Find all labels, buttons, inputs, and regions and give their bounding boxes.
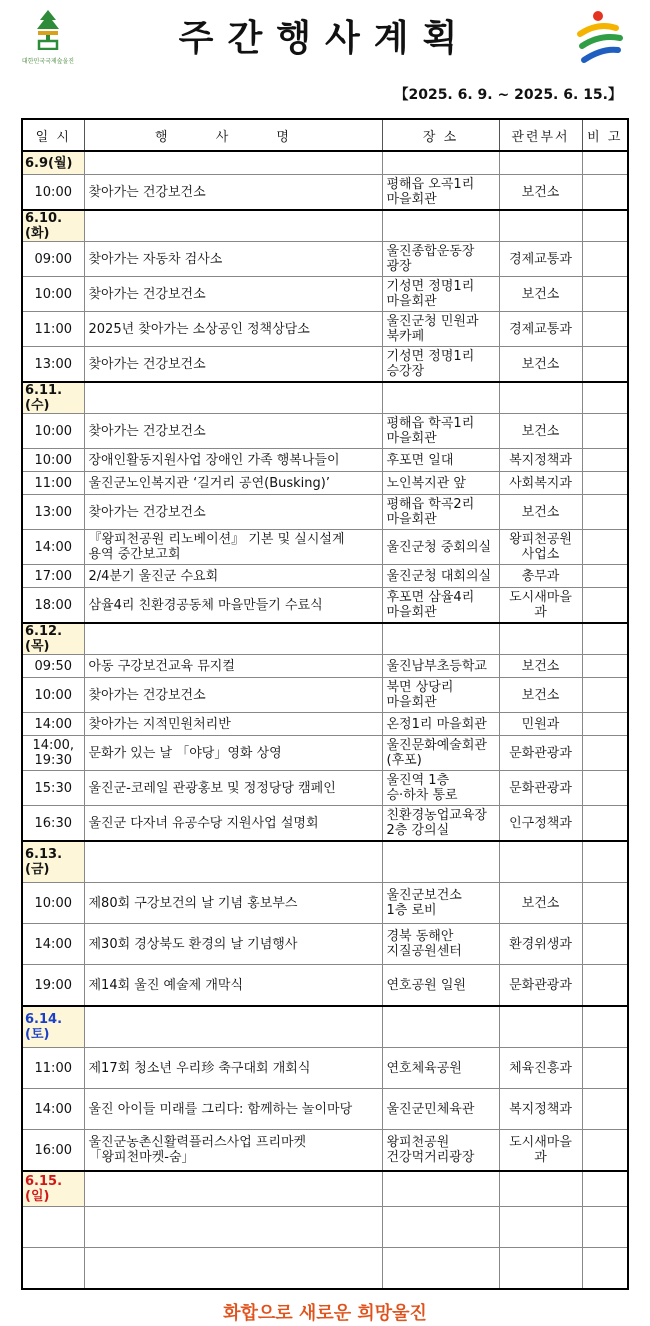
event-dept: 보건소 — [499, 883, 582, 924]
event-dept: 문화관광과 — [499, 771, 582, 806]
empty-cell — [84, 151, 382, 175]
date-row — [22, 1006, 628, 1048]
event-place: 북면 상당리 마을회관 — [382, 678, 499, 713]
event-note — [582, 1048, 628, 1089]
blank-row — [22, 1248, 628, 1290]
empty-cell — [582, 1171, 628, 1207]
event-name: 삼율4리 친환경공동체 마을만들기 수료식 — [84, 588, 382, 624]
empty-cell — [382, 1248, 499, 1290]
event-row — [22, 242, 628, 277]
event-dept: 복지정책과 — [499, 1089, 582, 1130]
event-row — [22, 771, 628, 806]
event-name: 찾아가는 건강보건소 — [84, 175, 382, 211]
event-name: 장애인활동지원사업 장애인 가족 행복나들이 — [84, 449, 382, 472]
empty-cell — [84, 210, 382, 242]
empty-cell — [582, 1006, 628, 1048]
event-time: 09:50 — [22, 655, 84, 678]
event-note — [582, 588, 628, 624]
empty-cell — [382, 151, 499, 175]
event-place: 노인복지관 앞 — [382, 472, 499, 495]
empty-cell — [582, 151, 628, 175]
event-row — [22, 472, 628, 495]
event-row — [22, 347, 628, 383]
county-logo — [18, 8, 78, 70]
event-time: 16:00 — [22, 1130, 84, 1172]
event-place: 왕피천공원 건강먹거리광장 — [382, 1130, 499, 1172]
event-row — [22, 965, 628, 1007]
empty-cell — [84, 1207, 382, 1248]
page-header — [0, 0, 650, 110]
empty-cell — [84, 623, 382, 655]
event-name: 울진군-코레일 관광홍보 및 정정당당 캠페인 — [84, 771, 382, 806]
event-dept: 보건소 — [499, 495, 582, 530]
event-row — [22, 175, 628, 211]
column-header-time: 일 시 — [22, 119, 84, 151]
empty-cell — [499, 382, 582, 414]
empty-cell — [582, 1248, 628, 1290]
empty-cell — [84, 1248, 382, 1290]
event-time: 10:00 — [22, 175, 84, 211]
schedule-body — [22, 151, 628, 1289]
event-place: 울진군민체육관 — [382, 1089, 499, 1130]
event-time: 10:00 — [22, 414, 84, 449]
event-name: 찾아가는 건강보건소 — [84, 414, 382, 449]
date-cell: 6.9(월) — [22, 151, 84, 175]
event-note — [582, 449, 628, 472]
event-note — [582, 771, 628, 806]
empty-cell — [22, 1248, 84, 1290]
event-place: 후포면 삼율4리 마을회관 — [382, 588, 499, 624]
event-note — [582, 530, 628, 565]
event-place: 기성면 정명1리 마을회관 — [382, 277, 499, 312]
event-name: 『왕피천공원 리노베이션』 기본 및 실시설계 용역 중간보고회 — [84, 530, 382, 565]
event-row — [22, 588, 628, 624]
event-row — [22, 678, 628, 713]
event-note — [582, 965, 628, 1007]
empty-cell — [382, 1171, 499, 1207]
event-time: 13:00 — [22, 495, 84, 530]
empty-cell — [499, 1248, 582, 1290]
event-place: 울진문화예술회관 (후포) — [382, 736, 499, 771]
date-cell: 6.10.(화) — [22, 210, 84, 242]
event-row — [22, 1048, 628, 1089]
event-place: 평해읍 학곡2리 마을회관 — [382, 495, 499, 530]
event-row — [22, 495, 628, 530]
event-note — [582, 175, 628, 211]
empty-cell — [582, 841, 628, 883]
empty-cell — [499, 1171, 582, 1207]
date-row — [22, 623, 628, 655]
event-place: 울진군청 대회의실 — [382, 565, 499, 588]
empty-cell — [499, 1207, 582, 1248]
tree-logo-icon — [34, 10, 62, 50]
empty-cell — [582, 210, 628, 242]
event-name: 아동 구강보건교육 뮤지컬 — [84, 655, 382, 678]
event-note — [582, 472, 628, 495]
event-note — [582, 713, 628, 736]
event-row — [22, 530, 628, 565]
event-place: 울진종합운동장 광장 — [382, 242, 499, 277]
event-time: 18:00 — [22, 588, 84, 624]
schedule-period: 【2025. 6. 9. ~ 2025. 6. 15.】 — [394, 87, 622, 103]
event-note — [582, 565, 628, 588]
event-time: 11:00 — [22, 312, 84, 347]
event-dept: 총무과 — [499, 565, 582, 588]
event-note — [582, 655, 628, 678]
event-place: 울진남부초등학교 — [382, 655, 499, 678]
date-cell: 6.13.(금) — [22, 841, 84, 883]
event-time: 09:00 — [22, 242, 84, 277]
event-dept: 보건소 — [499, 277, 582, 312]
event-place: 온정1리 마을회관 — [382, 713, 499, 736]
empty-cell — [499, 841, 582, 883]
event-name: 울진 아이들 미래를 그리다: 함께하는 놀이마당 — [84, 1089, 382, 1130]
footer-slogan: 화합으로 새로운 희망울진 — [223, 1303, 427, 1324]
event-dept: 보건소 — [499, 678, 582, 713]
date-cell: 6.15.(일) — [22, 1171, 84, 1207]
event-time: 16:30 — [22, 806, 84, 842]
event-note — [582, 312, 628, 347]
date-row — [22, 151, 628, 175]
event-time: 10:00 — [22, 883, 84, 924]
event-place: 울진군보건소 1층 로비 — [382, 883, 499, 924]
event-place: 연호체육공원 — [382, 1048, 499, 1089]
event-name: 찾아가는 지적민원처리반 — [84, 713, 382, 736]
event-time: 15:30 — [22, 771, 84, 806]
event-row — [22, 736, 628, 771]
event-row — [22, 924, 628, 965]
event-row — [22, 655, 628, 678]
date-row — [22, 210, 628, 242]
event-name: 찾아가는 건강보건소 — [84, 678, 382, 713]
event-name: 찾아가는 건강보건소 — [84, 347, 382, 383]
empty-cell — [499, 1006, 582, 1048]
event-name: 제30회 경상북도 환경의 날 기념행사 — [84, 924, 382, 965]
empty-cell — [582, 382, 628, 414]
event-time: 11:00 — [22, 472, 84, 495]
event-row — [22, 449, 628, 472]
event-time: 14:00, 19:30 — [22, 736, 84, 771]
date-cell: 6.12.(목) — [22, 623, 84, 655]
event-dept: 보건소 — [499, 347, 582, 383]
event-name: 울진군노인복지관 ‘길거리 공연(Busking)’ — [84, 472, 382, 495]
event-name: 문화가 있는 날 「야당」영화 상영 — [84, 736, 382, 771]
event-dept: 보건소 — [499, 655, 582, 678]
event-time: 11:00 — [22, 1048, 84, 1089]
event-row — [22, 806, 628, 842]
event-note — [582, 277, 628, 312]
event-name: 제80회 구강보건의 날 기념 홍보부스 — [84, 883, 382, 924]
event-note — [582, 1130, 628, 1172]
empty-cell — [382, 210, 499, 242]
event-time: 13:00 — [22, 347, 84, 383]
column-header-event: 행 사 명 — [84, 119, 382, 151]
blank-row — [22, 1207, 628, 1248]
schedule-table — [21, 118, 629, 1290]
event-note — [582, 924, 628, 965]
event-row — [22, 414, 628, 449]
event-place: 울진군청 민원과 북카페 — [382, 312, 499, 347]
event-row — [22, 312, 628, 347]
column-header-place: 장 소 — [382, 119, 499, 151]
event-dept: 문화관광과 — [499, 736, 582, 771]
event-dept: 문화관광과 — [499, 965, 582, 1007]
event-dept: 왕피천공원 사업소 — [499, 530, 582, 565]
empty-cell — [382, 1207, 499, 1248]
event-name: 제17회 청소년 우리珍 축구대회 개회식 — [84, 1048, 382, 1089]
date-row — [22, 382, 628, 414]
event-note — [582, 1089, 628, 1130]
event-name: 울진군농촌신활력플러스사업 프리마켓 「왕피천마켓-숨」 — [84, 1130, 382, 1172]
empty-cell — [382, 1006, 499, 1048]
empty-cell — [499, 151, 582, 175]
event-dept: 인구정책과 — [499, 806, 582, 842]
event-place: 친환경농업교육장 2층 강의실 — [382, 806, 499, 842]
empty-cell — [84, 1171, 382, 1207]
event-row — [22, 883, 628, 924]
event-row — [22, 1089, 628, 1130]
event-name: 찾아가는 건강보건소 — [84, 277, 382, 312]
event-time: 19:00 — [22, 965, 84, 1007]
event-note — [582, 414, 628, 449]
empty-cell — [582, 1207, 628, 1248]
event-time: 10:00 — [22, 678, 84, 713]
event-name: 울진군 다자녀 유공수당 지원사업 설명회 — [84, 806, 382, 842]
event-dept: 보건소 — [499, 175, 582, 211]
event-time: 14:00 — [22, 924, 84, 965]
event-name: 제14회 울진 예술제 개막식 — [84, 965, 382, 1007]
event-dept: 도시새마을과 — [499, 588, 582, 624]
event-time: 17:00 — [22, 565, 84, 588]
event-row — [22, 1130, 628, 1172]
uljin-symbol-icon — [576, 10, 626, 66]
event-dept: 도시새마을과 — [499, 1130, 582, 1172]
event-note — [582, 883, 628, 924]
event-dept: 보건소 — [499, 414, 582, 449]
event-row — [22, 713, 628, 736]
event-note — [582, 736, 628, 771]
event-row — [22, 565, 628, 588]
event-place: 울진군청 중회의실 — [382, 530, 499, 565]
event-note — [582, 495, 628, 530]
event-time: 14:00 — [22, 1089, 84, 1130]
event-row — [22, 277, 628, 312]
event-name: 2/4분기 울진군 수요회 — [84, 565, 382, 588]
event-time: 14:00 — [22, 713, 84, 736]
empty-cell — [22, 1207, 84, 1248]
event-place: 평해읍 오곡1리 마을회관 — [382, 175, 499, 211]
empty-cell — [84, 841, 382, 883]
column-header-note: 비 고 — [582, 119, 628, 151]
event-place: 울진역 1층 승·하차 통로 — [382, 771, 499, 806]
date-row — [22, 841, 628, 883]
empty-cell — [382, 841, 499, 883]
event-note — [582, 242, 628, 277]
empty-cell — [499, 623, 582, 655]
empty-cell — [582, 623, 628, 655]
event-dept: 환경위생과 — [499, 924, 582, 965]
logo-caption: 대한민국국제숲울진 — [21, 58, 75, 65]
event-dept: 체육진흥과 — [499, 1048, 582, 1089]
event-place: 평해읍 학곡1리 마을회관 — [382, 414, 499, 449]
date-cell: 6.14.(토) — [22, 1006, 84, 1048]
empty-cell — [499, 210, 582, 242]
event-time: 10:00 — [22, 277, 84, 312]
date-cell: 6.11.(수) — [22, 382, 84, 414]
event-dept: 민원과 — [499, 713, 582, 736]
date-row — [22, 1171, 628, 1207]
event-name: 찾아가는 자동차 검사소 — [84, 242, 382, 277]
event-time: 14:00 — [22, 530, 84, 565]
event-note — [582, 347, 628, 383]
empty-cell — [382, 382, 499, 414]
table-header-row — [22, 119, 628, 151]
column-header-dept: 관련부서 — [499, 119, 582, 151]
event-dept: 복지정책과 — [499, 449, 582, 472]
event-name: 2025년 찾아가는 소상공인 정책상담소 — [84, 312, 382, 347]
event-name: 찾아가는 건강보건소 — [84, 495, 382, 530]
event-time: 10:00 — [22, 449, 84, 472]
empty-cell — [84, 382, 382, 414]
event-place: 후포면 일대 — [382, 449, 499, 472]
event-note — [582, 678, 628, 713]
event-note — [582, 806, 628, 842]
event-dept: 경제교통과 — [499, 312, 582, 347]
event-dept: 사회복지과 — [499, 472, 582, 495]
empty-cell — [84, 1006, 382, 1048]
event-place: 경북 동해안 지질공원센터 — [382, 924, 499, 965]
event-place: 연호공원 일원 — [382, 965, 499, 1007]
page-title: 주간행사계획 — [178, 17, 472, 59]
event-place: 기성면 정명1리 승강장 — [382, 347, 499, 383]
empty-cell — [382, 623, 499, 655]
event-dept: 경제교통과 — [499, 242, 582, 277]
